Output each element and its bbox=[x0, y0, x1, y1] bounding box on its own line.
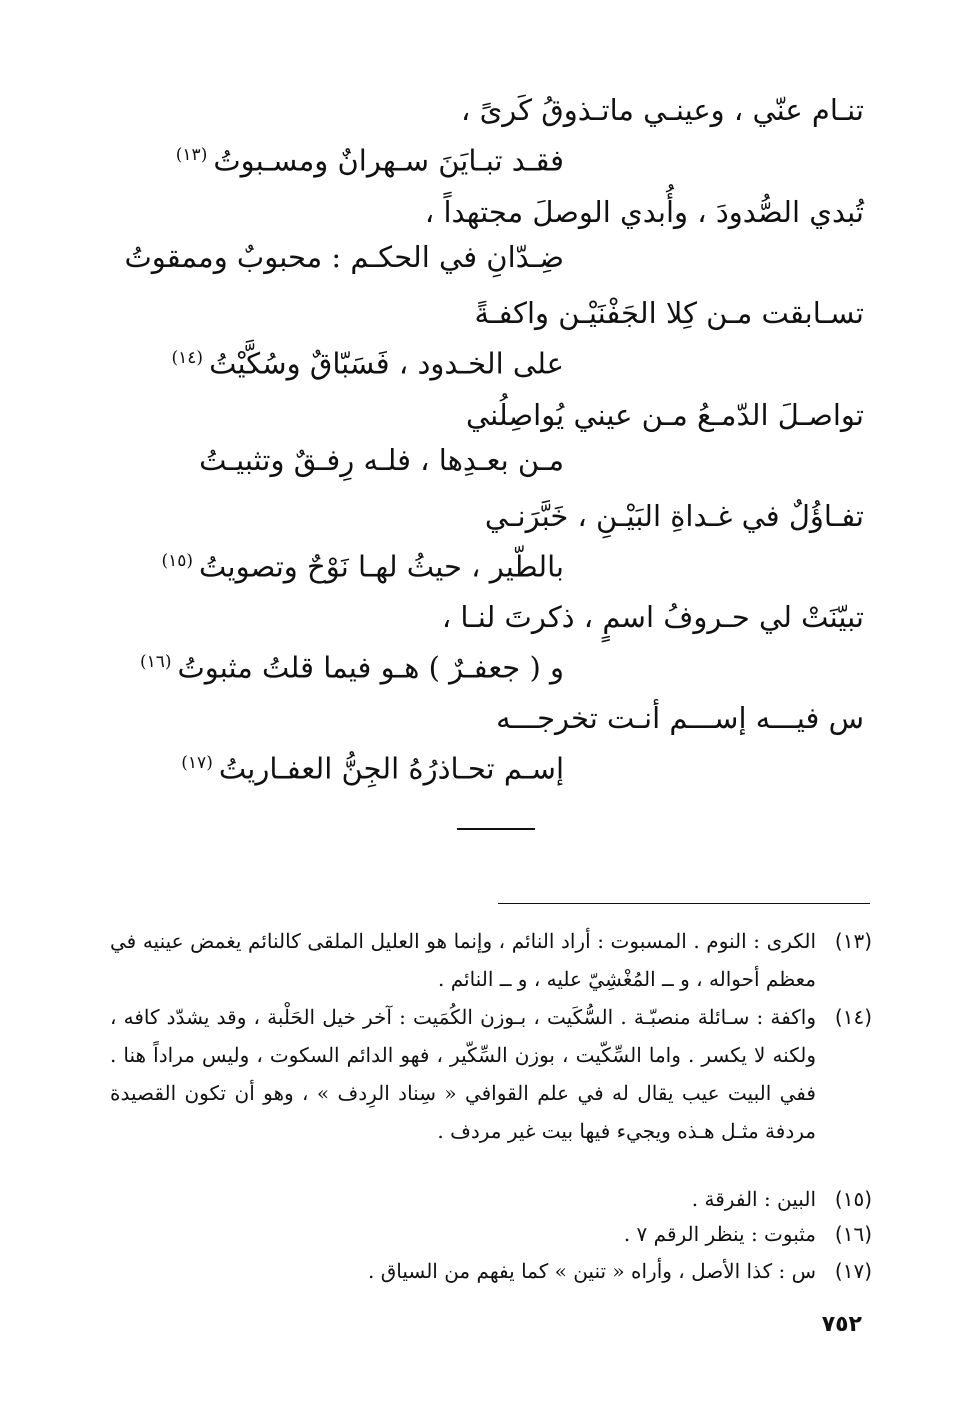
poem-line-text: ضِـدّانِ في الحكـم : محبوبٌ وممقوتُ bbox=[124, 240, 564, 274]
footnote-number: (١٤) bbox=[834, 1005, 872, 1029]
poem-line-text: على الخـدود ، فَسَبّاقٌ وسُكَّيْتُ bbox=[209, 346, 564, 381]
footnote-ref: (١٣) bbox=[175, 145, 208, 165]
poem-line-2 bbox=[176, 135, 564, 181]
section-divider bbox=[457, 828, 535, 830]
footnote-16 bbox=[110, 1215, 872, 1253]
footnote-text: واكفة : سـائلة منصبّـة . السُّكَيت ، بـوزن الكُمَيت : آخر خيل الحَلْبة ، وقد يشدّد كافه ، ولكنه لا يكسر . واما السِّكّيت ، بوزن السِّكّير ، فهو الدائم السكوت ، وليس مراداً هنا . ففي البيت عيب يقال له في علم القوافي « سِناد الرِدف » ، وهو أن تكون القصيدة مردفة مثـل هـذه ويجيء فيها بيت غير مردف . bbox=[110, 1005, 816, 1143]
poem-line-text: تنـام عنّي ، وعينـي ماتـذوقُ كَرىً ، bbox=[460, 93, 864, 127]
poem-line-5 bbox=[474, 293, 864, 333]
footnote-text: البين : الفرقة . bbox=[691, 1187, 816, 1211]
poem-line-text: تواصـلَ الدّمـعُ مـن عيني يُواصِلُني bbox=[466, 398, 864, 432]
footnote-ref: (١٤) bbox=[171, 348, 204, 368]
poem-line-text: تبيّنَتْ لي حـروفُ اسمٍ ، ذكرتَ لنـا ، bbox=[441, 600, 864, 634]
poem-line-6 bbox=[172, 338, 564, 384]
footnote-ref: (١٧) bbox=[181, 753, 213, 773]
footnote-number: (١٥) bbox=[834, 1187, 872, 1211]
poem-line-12 bbox=[140, 642, 564, 688]
poem-line-text: س فيـــه إســـم أنـت تخرجـــه bbox=[496, 701, 864, 735]
footnote-text: مثبوت : ينظر الرقم ٧ . bbox=[623, 1222, 816, 1246]
poem-line-9 bbox=[485, 496, 864, 536]
footnote-13 bbox=[110, 922, 872, 998]
poem-line-text: إسـم تحـاذرُهُ الجِنُّ العفـاريتُ bbox=[218, 751, 564, 786]
footnote-17 bbox=[110, 1252, 872, 1290]
poem-line-text: تفـاؤُلٌ في غـداةِ البَيْـنِ ، خَبَّرَنـي bbox=[484, 499, 864, 533]
footnote-14 bbox=[110, 998, 872, 1150]
footnote-number: (١٧) bbox=[834, 1259, 872, 1283]
footnote-ref: (١٦) bbox=[139, 652, 172, 672]
poem-line-4 bbox=[124, 237, 564, 277]
poem-line-text: مـن بعـدِها ، فلـه رِفـقٌ وتثبيـتُ bbox=[199, 443, 564, 477]
poem-line-13 bbox=[496, 698, 864, 738]
poem-line-text: و ( جعفـرٌ ) هـو فيما قلتُ مثبوتُ bbox=[177, 650, 564, 685]
poem-line-11 bbox=[442, 597, 864, 637]
page-number: ٧٥٢ bbox=[821, 1312, 862, 1337]
poem-line-text: تسـابقت مـن كِلا الجَفْنَيْـن واكفـةً bbox=[474, 296, 864, 330]
footnote-number: (١٦) bbox=[834, 1222, 872, 1246]
poem-line-14 bbox=[181, 743, 564, 789]
poem-line-7 bbox=[466, 395, 864, 435]
poem-line-text: بالطّير ، حيثُ لهـا نَوْحٌ وتصويتُ bbox=[199, 549, 564, 584]
poem-line-8 bbox=[199, 440, 564, 480]
poem-line-3 bbox=[425, 192, 864, 232]
footnote-text: س : كذا الأصل ، وأراه « تنين » كما يفهم من السياق . bbox=[368, 1259, 816, 1283]
poem-line-1 bbox=[461, 90, 864, 130]
footnote-ref: (١٥) bbox=[161, 551, 194, 571]
poem-line-text: تُبدي الصُّدودَ ، وأُبدي الوصلَ مجتهداً ، bbox=[424, 195, 864, 229]
footnote-text: الكرى : النوم . المسبوت : أراد النائم ، وإنما هو العليل الملقى كالنائم يغمض عينيه في معظم أحواله ، و ــ المُغْشِيّ عليه ، و ــ النائم . bbox=[110, 929, 816, 991]
footnote-15 bbox=[110, 1180, 872, 1218]
footnote-number: (١٣) bbox=[834, 929, 872, 953]
poem-line-10 bbox=[162, 541, 565, 587]
footnote-rule bbox=[498, 903, 870, 904]
poem-line-text: فقـد تبـايَنَ سـهرانٌ ومسـبوتُ bbox=[213, 143, 564, 178]
